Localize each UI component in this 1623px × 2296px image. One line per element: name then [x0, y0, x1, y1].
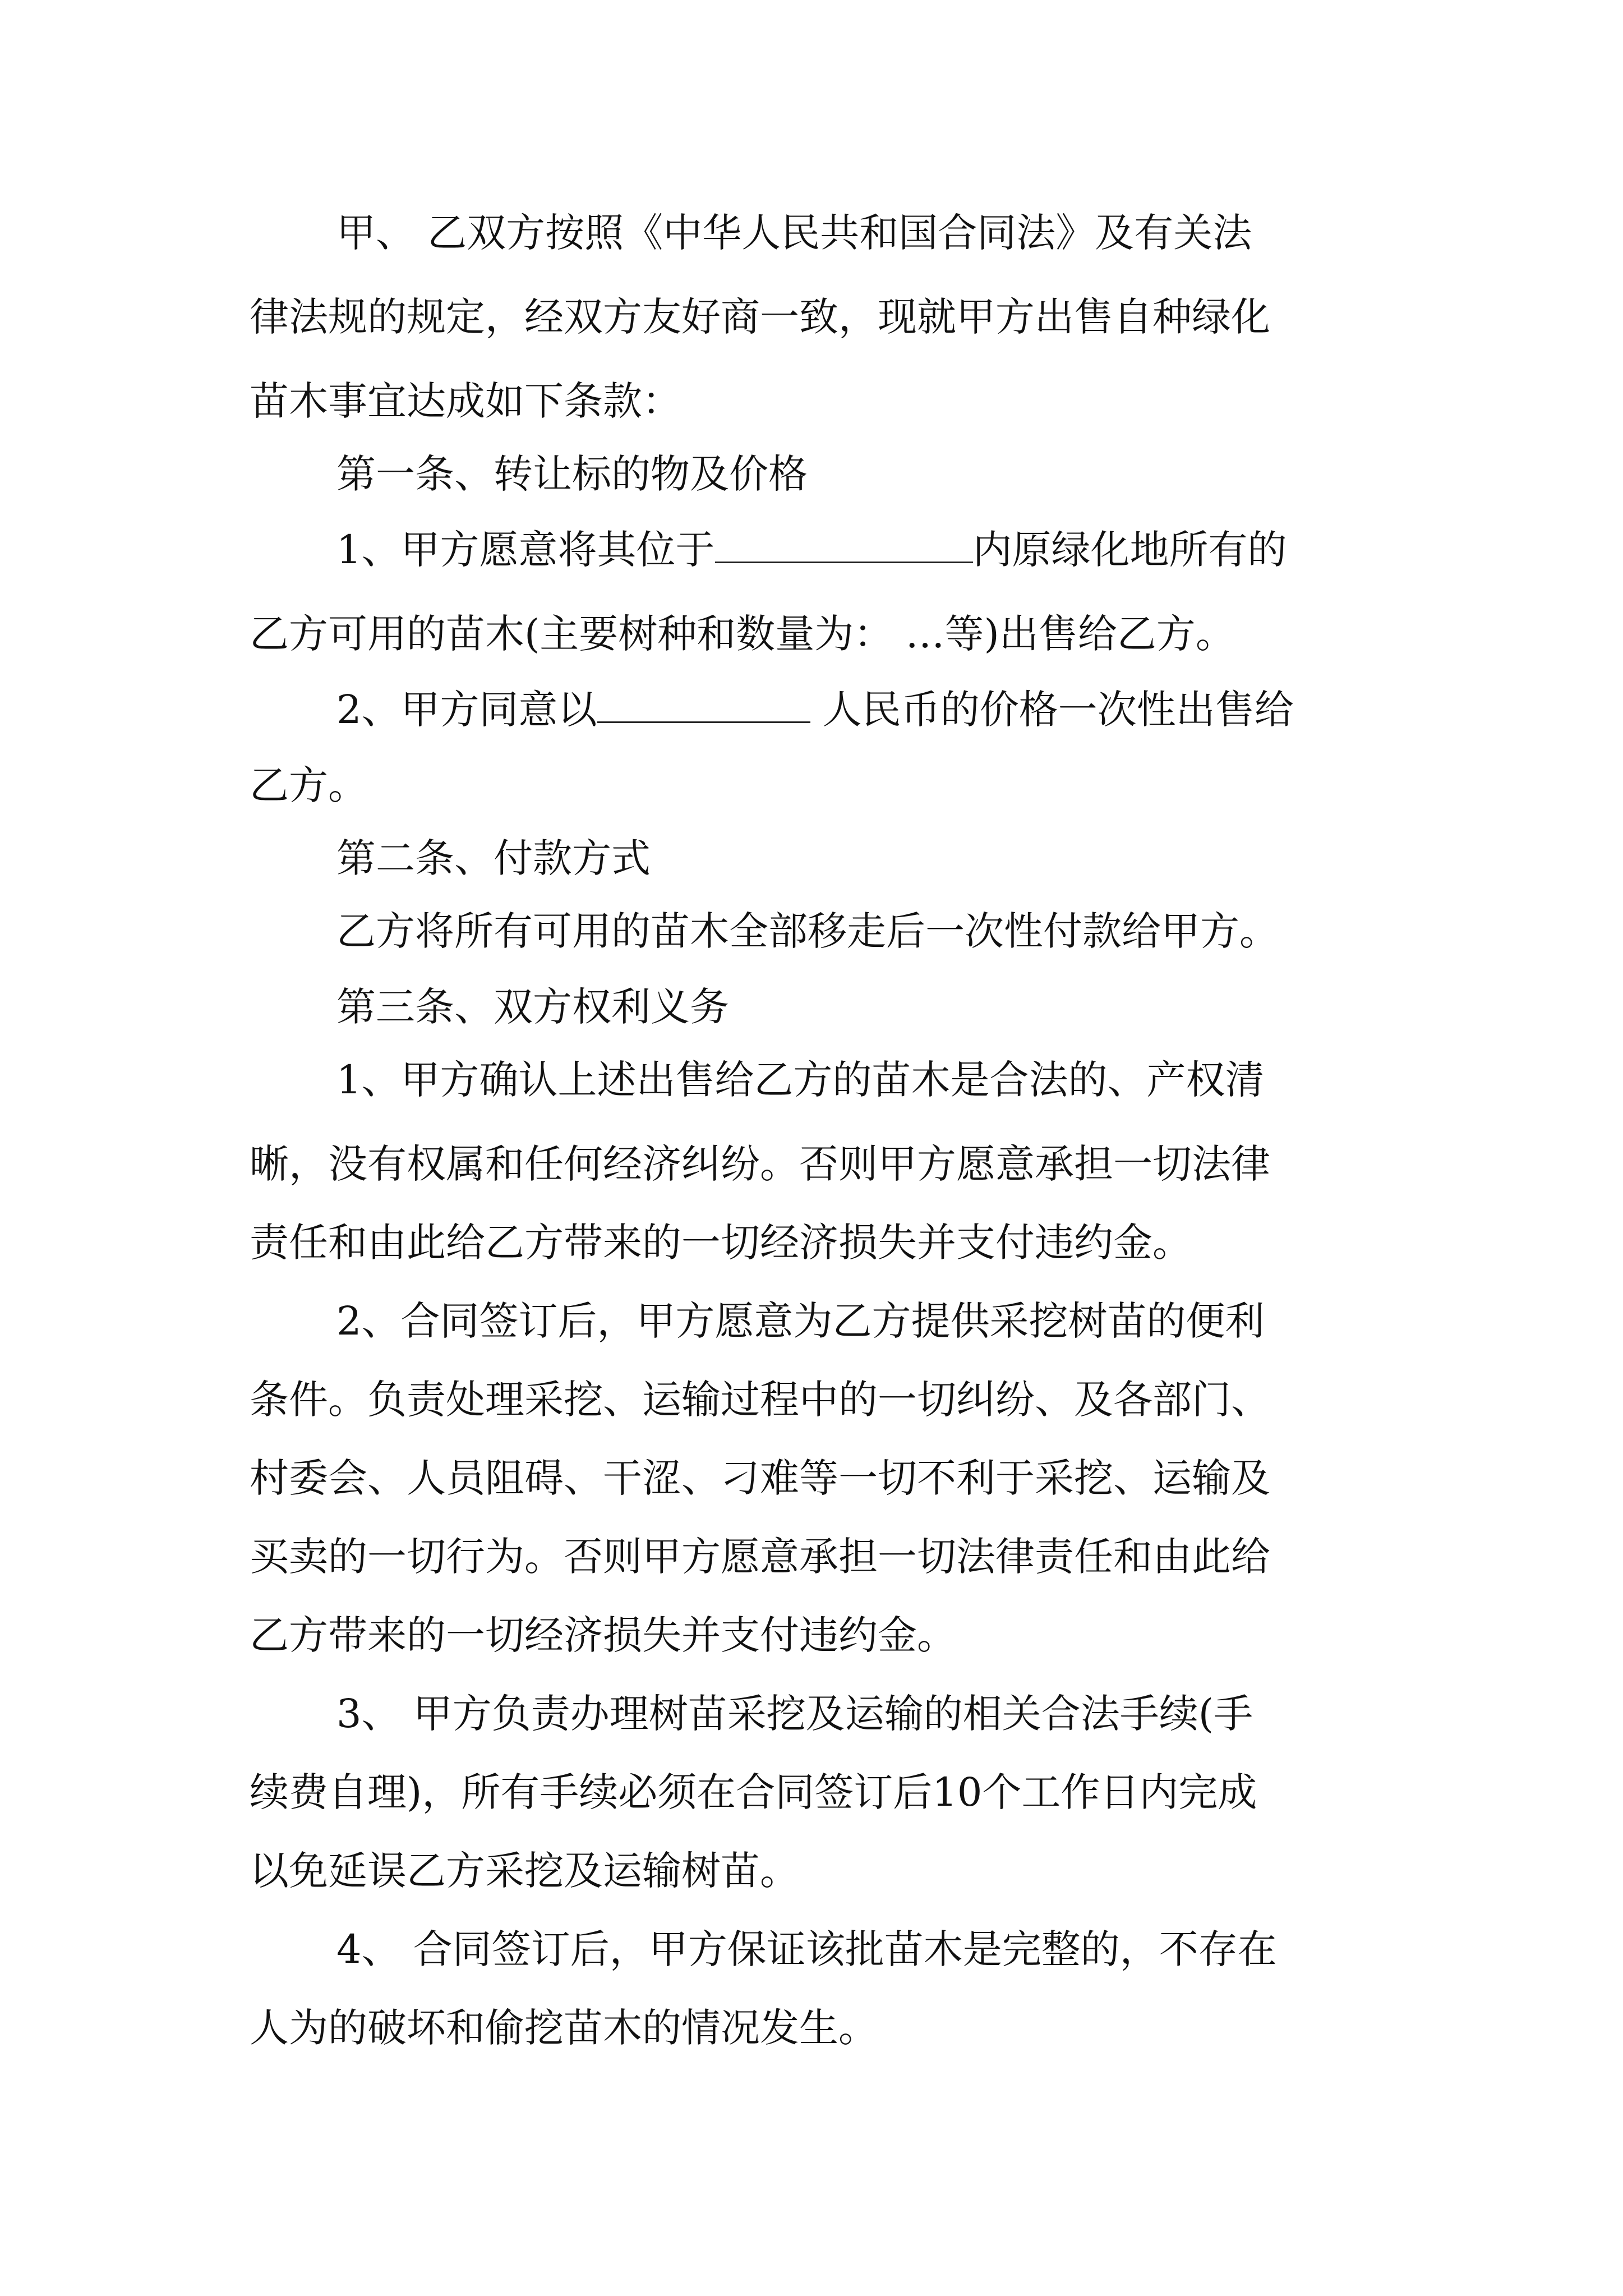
- location-blank-field[interactable]: [715, 522, 973, 563]
- paragraph-line: 村委会、人员阻碍、干涩、刁难等一切不利于采挖、运输及: [250, 1455, 1270, 1501]
- clause-heading: 第三条、双方权利义务: [336, 984, 729, 1030]
- clause-1-item-2-text-before: 2、甲方同意以: [336, 687, 597, 733]
- paragraph-line: 1、甲方确认上述出售给乙方的苗木是合法的、产权清: [336, 1057, 1265, 1103]
- paragraph-line: 乙方将所有可用的苗木全部移走后一次性付款给甲方。: [336, 908, 1279, 954]
- clause-heading: 第二条、付款方式: [336, 835, 651, 881]
- paragraph-line: 条件。负责处理采挖、运输过程中的一切纠纷、及各部门、: [250, 1377, 1270, 1423]
- paragraph-line: 乙方可用的苗木(主要树种和数量为： …等)出售给乙方。: [250, 611, 1235, 657]
- paragraph-line: 以免延误乙方采挖及运输树苗。: [250, 1848, 799, 1894]
- price-blank-field[interactable]: [597, 682, 810, 723]
- paragraph-line: 晰，没有权属和任何经济纠纷。否则甲方愿意承担一切法律: [250, 1141, 1270, 1187]
- paragraph-line: 律法规的规定，经双方友好商一致，现就甲方出售自种绿化: [250, 294, 1270, 340]
- paragraph-line: 买卖的一切行为。否则甲方愿意承担一切法律责任和由此给: [250, 1534, 1270, 1580]
- paragraph-line: 甲、 乙双方按照《中华人民共和国合同法》及有关法: [336, 210, 1252, 256]
- paragraph-line: [336, 682, 1294, 738]
- paragraph-line: 苗木事宜达成如下条款：: [250, 378, 681, 424]
- paragraph-line: 3、 甲方负责办理树苗采挖及运输的相关合法手续(手: [336, 1691, 1253, 1737]
- paragraph-line: 4、 合同签订后，甲方保证该批苗木是完整的，不存在: [336, 1926, 1277, 1972]
- paragraph-line: 乙方。: [250, 762, 367, 808]
- paragraph-line: 乙方带来的一切经济损失并支付违约金。: [250, 1612, 956, 1658]
- paragraph-line: 2、合同签订后，甲方愿意为乙方提供采挖树苗的便利: [336, 1298, 1265, 1344]
- paragraph-line: 责任和由此给乙方带来的一切经济损失并支付违约金。: [250, 1220, 1192, 1266]
- paragraph-line: 人为的破坏和偷挖苗木的情况发生。: [250, 2005, 878, 2051]
- clause-1-item-1-text-after: 内原绿化地所有的: [972, 527, 1287, 573]
- paragraph-line: [336, 522, 1287, 578]
- clause-1-item-1-text-before: 1、甲方愿意将其位于: [336, 527, 715, 573]
- clause-1-item-2-text-after: 人民币的价格一次性出售给: [810, 687, 1294, 733]
- paragraph-line: 续费自理)，所有手续必须在合同签订后10个工作日内完成: [250, 1769, 1257, 1815]
- clause-heading: 第一条、转让标的物及价格: [336, 451, 808, 497]
